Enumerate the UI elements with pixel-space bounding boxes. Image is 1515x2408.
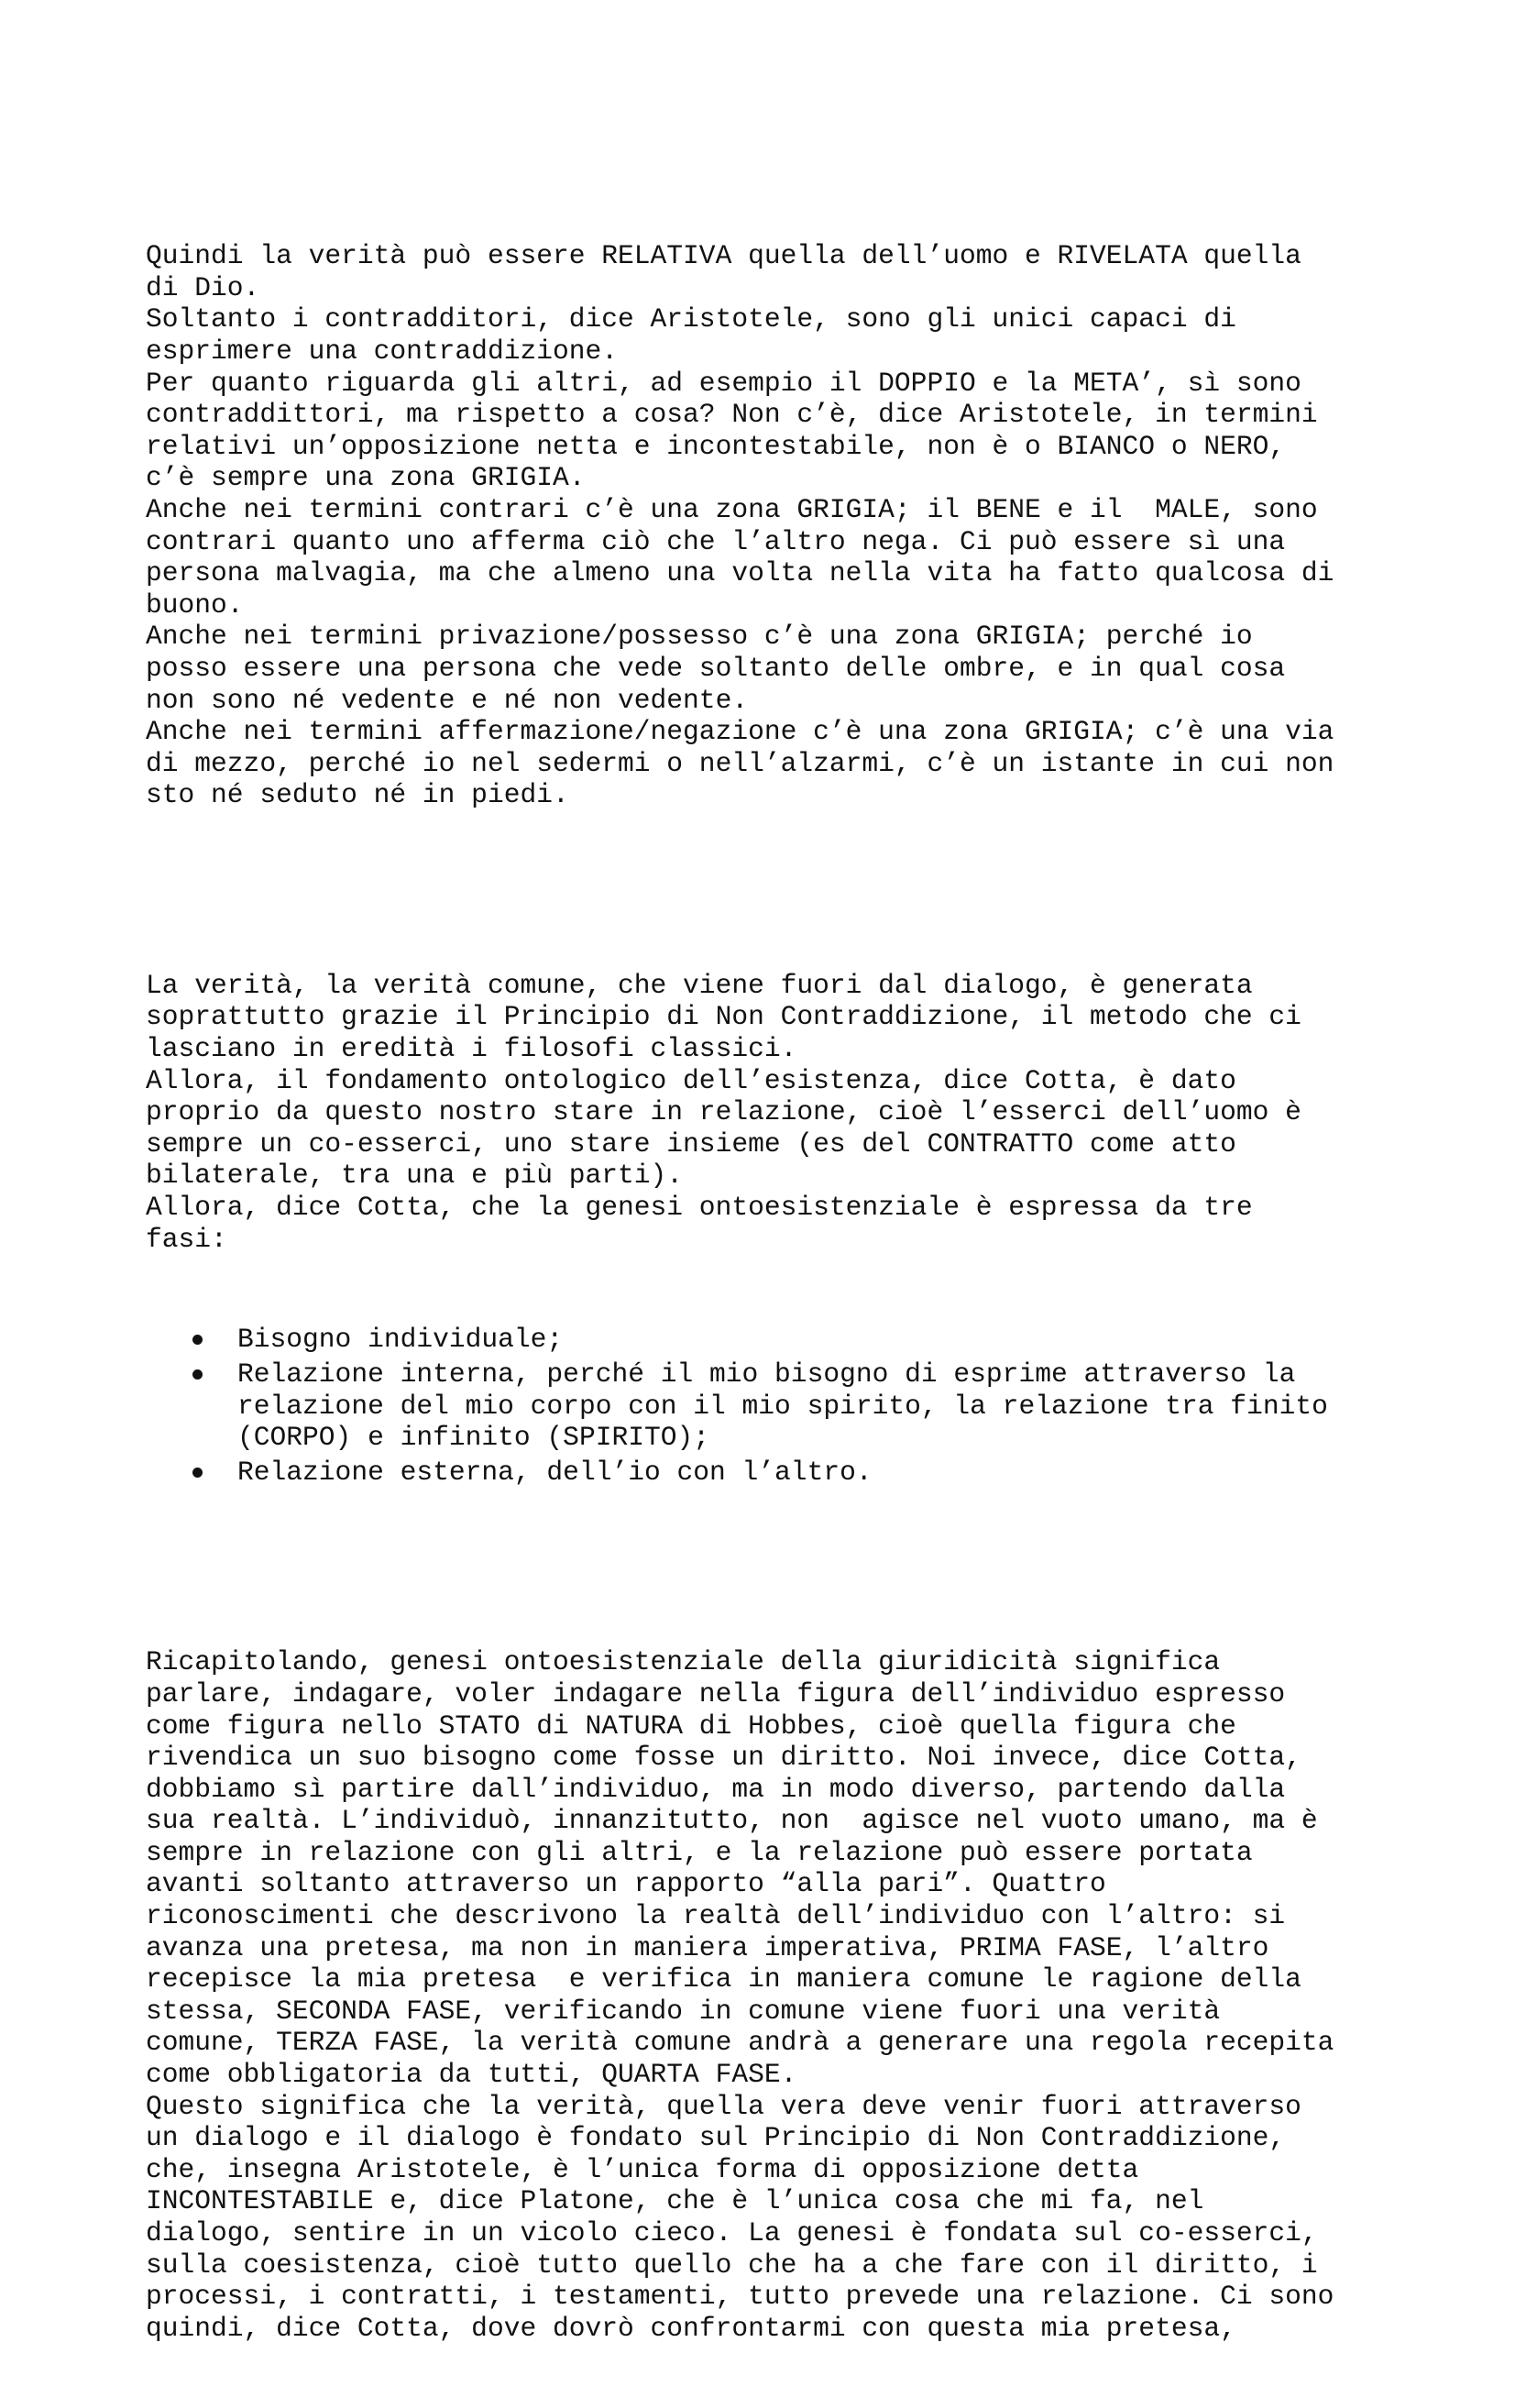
text-line: lasciano in eredità i filosofi classici. xyxy=(146,1033,797,1065)
text-line: Soltanto i contradditori, dice Aristotele, sono gli unici capaci di xyxy=(146,303,1236,335)
blank-line xyxy=(146,1552,1392,1584)
text-line: recepisce la mia pretesa e verifica in maniera comune le ragione della xyxy=(146,1963,1301,1996)
text-line: sulla coesistenza, cioè tutto quello che ha a che fare con il diritto, i xyxy=(146,2249,1318,2281)
text-line: buono. xyxy=(146,588,244,621)
text-line: sempre in relazione con gli altri, e la relazione può essere portata xyxy=(146,1836,1253,1868)
text-line: processi, i contratti, i testamenti, tutto prevede una relazione. Ci sono xyxy=(146,2281,1334,2313)
paragraph-block-1 xyxy=(146,240,1392,811)
text-line: Ricapitolando, genesi ontoesistenziale della giuridicità significa xyxy=(146,1646,1221,1678)
text-line: Allora, il fondamento ontologico dell’esistenza, dice Cotta, è dato xyxy=(146,1064,1236,1096)
bullet-dot-icon xyxy=(192,1468,203,1478)
text-line: che, insegna Aristotele, è l’unica forma di opposizione detta xyxy=(146,2153,1139,2185)
text-line: Per quanto riguarda gli altri, ad esempio il DOPPIO e la META’, sì sono xyxy=(146,367,1301,399)
text-line: dobbiamo sì partire dall’individuo, ma in modo diverso, partendo dalla xyxy=(146,1773,1286,1805)
text-line: contrari quanto uno afferma ciò che l’altro nega. Ci può essere sì una xyxy=(146,525,1286,557)
document-body xyxy=(146,177,1392,2408)
bullet-text-line: Bisogno individuale; xyxy=(237,1324,564,1356)
bullet-text-line: Relazione esterna, dell’io con l’altro. xyxy=(237,1456,873,1488)
text-line: La verità, la verità comune, che viene fuori dal dialogo, è generata xyxy=(146,969,1253,1001)
text-line: avanti soltanto attraverso un rapporto “alla pari”. Quattro xyxy=(146,1868,1106,1900)
text-line: posso essere una persona che vede soltanto delle ombre, e in qual cosa xyxy=(146,652,1286,684)
text-line: fasi: xyxy=(146,1223,227,1255)
text-line: avanza una pretesa, ma non in maniera imperativa, PRIMA FASE, l’altro xyxy=(146,1931,1269,1963)
bullet-item xyxy=(146,1324,1392,1356)
text-line: di mezzo, perché io nel sedermi o nell’alzarmi, c’è un istante in cui non xyxy=(146,747,1334,779)
text-line: quindi, dice Cotta, dove dovrò confrontarmi con questa mia pretesa, xyxy=(146,2312,1236,2344)
text-line: un dialogo e il dialogo è fondato sul Principio di Non Contraddizione, xyxy=(146,2122,1286,2154)
text-line: riconoscimenti che descrivono la realtà dell’individuo con l’altro: si xyxy=(146,1900,1286,1932)
bullet-text-line: relazione del mio corpo con il mio spirito, la relazione tra finito xyxy=(237,1390,1328,1422)
text-line: esprimere una contraddizione. xyxy=(146,335,619,367)
text-line: bilaterale, tra una e più parti). xyxy=(146,1160,684,1192)
text-line: non sono né vedente e né non vedente. xyxy=(146,684,749,716)
text-line: Anche nei termini contrari c’è una zona GRIGIA; il BENE e il MALE, sono xyxy=(146,493,1318,525)
paragraph-block-3 xyxy=(146,1646,1392,2344)
text-line: contraddittori, ma rispetto a cosa? Non c’è, dice Aristotele, in termini xyxy=(146,399,1318,431)
blank-line xyxy=(146,874,1392,907)
text-line: proprio da questo nostro stare in relazione, cioè l’esserci dell’uomo è xyxy=(146,1096,1301,1128)
text-line: sua realtà. L’individuò, innanzitutto, non agisce nel vuoto umano, ma è xyxy=(146,1805,1318,1837)
text-line: comune, TERZA FASE, la verità comune andrà a generare una regola recepita xyxy=(146,2027,1334,2059)
text-line: Anche nei termini affermazione/negazione c’è una zona GRIGIA; c’è una via xyxy=(146,716,1334,748)
text-line: relativi un’opposizione netta e incontestabile, non è o BIANCO o NERO, xyxy=(146,430,1286,462)
text-line: Questo significa che la verità, quella vera deve venir fuori attraverso xyxy=(146,2090,1301,2122)
bullet-item xyxy=(146,1358,1392,1454)
text-line: come figura nello STATO di NATURA di Hobbes, cioè quella figura che xyxy=(146,1710,1236,1742)
text-line: parlare, indagare, voler indagare nella figura dell’individuo espresso xyxy=(146,1677,1286,1710)
text-line: sempre un co-esserci, uno stare insieme (es del CONTRATTO come atto xyxy=(146,1127,1236,1160)
bullet-text-line: (CORPO) e infinito (SPIRITO); xyxy=(237,1422,710,1454)
text-line: dialogo, sentire in un vicolo cieco. La genesi è fondata sul co-esserci, xyxy=(146,2217,1318,2249)
text-line: stessa, SECONDA FASE, verificando in comune viene fuori una verità xyxy=(146,1995,1221,2027)
text-line: rivendica un suo bisogno come fosse un diritto. Noi invece, dice Cotta, xyxy=(146,1742,1301,1774)
text-line: sto né seduto né in piedi. xyxy=(146,779,569,811)
text-line: soprattutto grazie il Principio di Non Contraddizione, il metodo che ci xyxy=(146,1001,1301,1033)
text-line: Quindi la verità può essere RELATIVA quella dell’uomo e RIVELATA quella xyxy=(146,240,1301,272)
bullet-text-line: Relazione interna, perché il mio bisogno di esprime attraverso la xyxy=(237,1358,1296,1390)
text-line: Allora, dice Cotta, che la genesi ontoesistenziale è espressa da tre xyxy=(146,1192,1253,1223)
bullet-dot-icon xyxy=(192,1335,203,1345)
text-line: di Dio. xyxy=(146,271,260,303)
text-line: come obbligatoria da tutti, QUARTA FASE. xyxy=(146,2059,797,2091)
bullet-item xyxy=(146,1457,1392,1489)
text-line: INCONTESTABILE e, dice Platone, che è l’unica cosa che mi fa, nel xyxy=(146,2185,1204,2217)
paragraph-block-2 xyxy=(146,970,1392,1255)
text-line: c’è sempre una zona GRIGIA. xyxy=(146,462,586,494)
text-line: persona malvagia, ma che almeno una volta nella vita ha fatto qualcosa di xyxy=(146,557,1334,589)
text-line: Anche nei termini privazione/possesso c’è una zona GRIGIA; perché io xyxy=(146,621,1253,653)
bullet-list xyxy=(146,1324,1392,1488)
bullet-dot-icon xyxy=(192,1369,203,1380)
